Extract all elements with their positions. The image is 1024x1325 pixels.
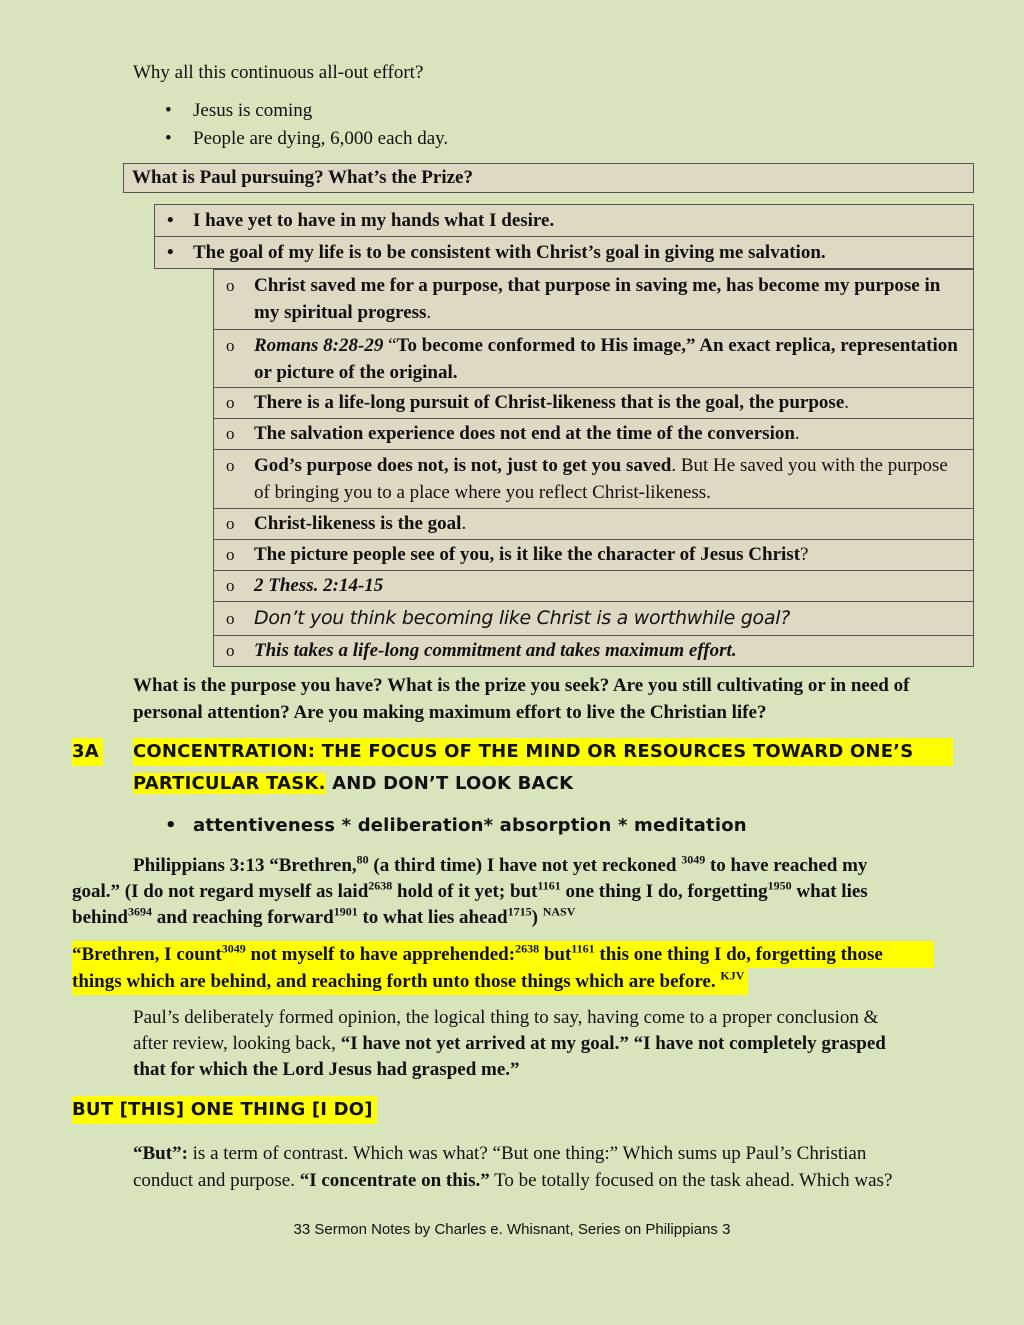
pauls-line3: that for which the Lord Jesus had grasped me.”	[133, 1059, 520, 1080]
pauls-line1: Paul’s deliberately formed opinion, the logical thing to say, having come to a proper conclusion &	[133, 1007, 879, 1028]
purpose-question: What is the purpose you have? What is the prize you seek? Are you still cultivating or in need of personal attention? Are you making maximum effort to live the Christian life?	[133, 675, 910, 723]
sub-item: o There is a life-long pursuit of Christ-likeness that is the goal, the purpose.	[214, 388, 974, 419]
sub-item: o The picture people see of you, is it like the character of Jesus Christ?	[214, 540, 974, 571]
intro-question: Why all this continuous all-out effort?	[133, 62, 424, 83]
sub-item: o Romans 8:28-29 “To become conformed to His image,” An exact replica, representation or picture of the original.	[214, 330, 974, 388]
kjv-line1: “Brethren, I count$^{3049}$ not myself to have apprehended:$^{2638}$ but$^{1161}$ this one thing I do, forgetting those	[72, 941, 934, 968]
but-line2: conduct and purpose. “I concentrate on this.” To be totally focused on the task ahead. Which was?	[133, 1170, 893, 1191]
section-heading-line2: PARTICULAR TASK. AND DON’T LOOK BACK	[133, 773, 574, 794]
nasv-line2: goal.” (I do not regard myself as laid$^{2638}$ hold of it yet; but$^{1161}$ one thing I do, forgetting$^{1950}$ what lies	[72, 878, 868, 902]
sub-item: o This takes a life-long commitment and takes maximum effort.	[214, 636, 974, 667]
sub-item: o Don’t you think becoming like Christ is a worthwhile goal?	[214, 602, 974, 636]
sub-item: o Christ saved me for a purpose, that purpose in saving me, has become my purpose in my spiritual progress.	[214, 270, 974, 330]
section-number: 3A	[72, 738, 103, 766]
but-line1: “But”: is a term of contrast. Which was what? “But one thing:” Which sums up Paul’s Christian	[133, 1143, 867, 1164]
intro-bullet-1: • Jesus is coming	[193, 97, 312, 124]
prize-box-header	[123, 163, 974, 193]
sub-item: o The salvation experience does not end at the time of the conversion.	[214, 419, 974, 450]
prize-bullet-row: • The goal of my life is to be consistent with Christ’s goal in giving me salvation.	[155, 237, 974, 269]
pauls-line2: after review, looking back, “I have not yet arrived at my goal.” “I have not completely grasped	[133, 1033, 886, 1054]
prize-bullet-1: I have yet to have in my hands what I desire.	[193, 210, 555, 231]
prize-bullet-2: The goal of my life is to be consistent with Christ’s goal in giving me salvation.	[193, 242, 826, 263]
nasv-line1: Philippians 3:13 “Brethren,$^{80}$ (a third time) I have not yet reckoned $^{3049}$ to have reached my	[133, 852, 868, 876]
kjv-line2: things which are behind, and reaching forth unto those things which are before. $^{KJV}$	[72, 968, 748, 995]
sub-item: o God’s purpose does not, is not, just to get you saved. But He saved you with the purpose of bringing you to a place where you reflect Christ-likeness.	[214, 450, 974, 509]
section-heading-line1: CONCENTRATION: THE FOCUS OF THE MIND OR RESOURCES TOWARD ONE’S	[133, 738, 953, 766]
page-footer: 33 Sermon Notes by Charles e. Whisnant, Series on Philippians 3	[293, 1221, 731, 1238]
sub-item: o Christ-likeness is the goal.	[214, 509, 974, 540]
intro-bullet-2: • People are dying, 6,000 each day.	[193, 125, 448, 152]
prize-box-title: What is Paul pursuing? What’s the Prize?	[124, 164, 974, 193]
nasv-line3: behind$^{3694}$ and reaching forward$^{1901}$ to what lies ahead$^{1715}$) $^{NASV}$	[72, 904, 576, 928]
prize-bullet-row: • I have yet to have in my hands what I desire.	[155, 205, 974, 237]
but-heading: BUT [THIS] ONE THING [I DO]	[72, 1096, 377, 1124]
prize-bullets-box	[154, 204, 974, 269]
sub-items-box	[213, 269, 974, 667]
sub-item: o 2 Thess. 2:14-15	[214, 571, 974, 602]
section-bullet: • attentiveness * deliberation* absorption * meditation	[193, 813, 747, 839]
